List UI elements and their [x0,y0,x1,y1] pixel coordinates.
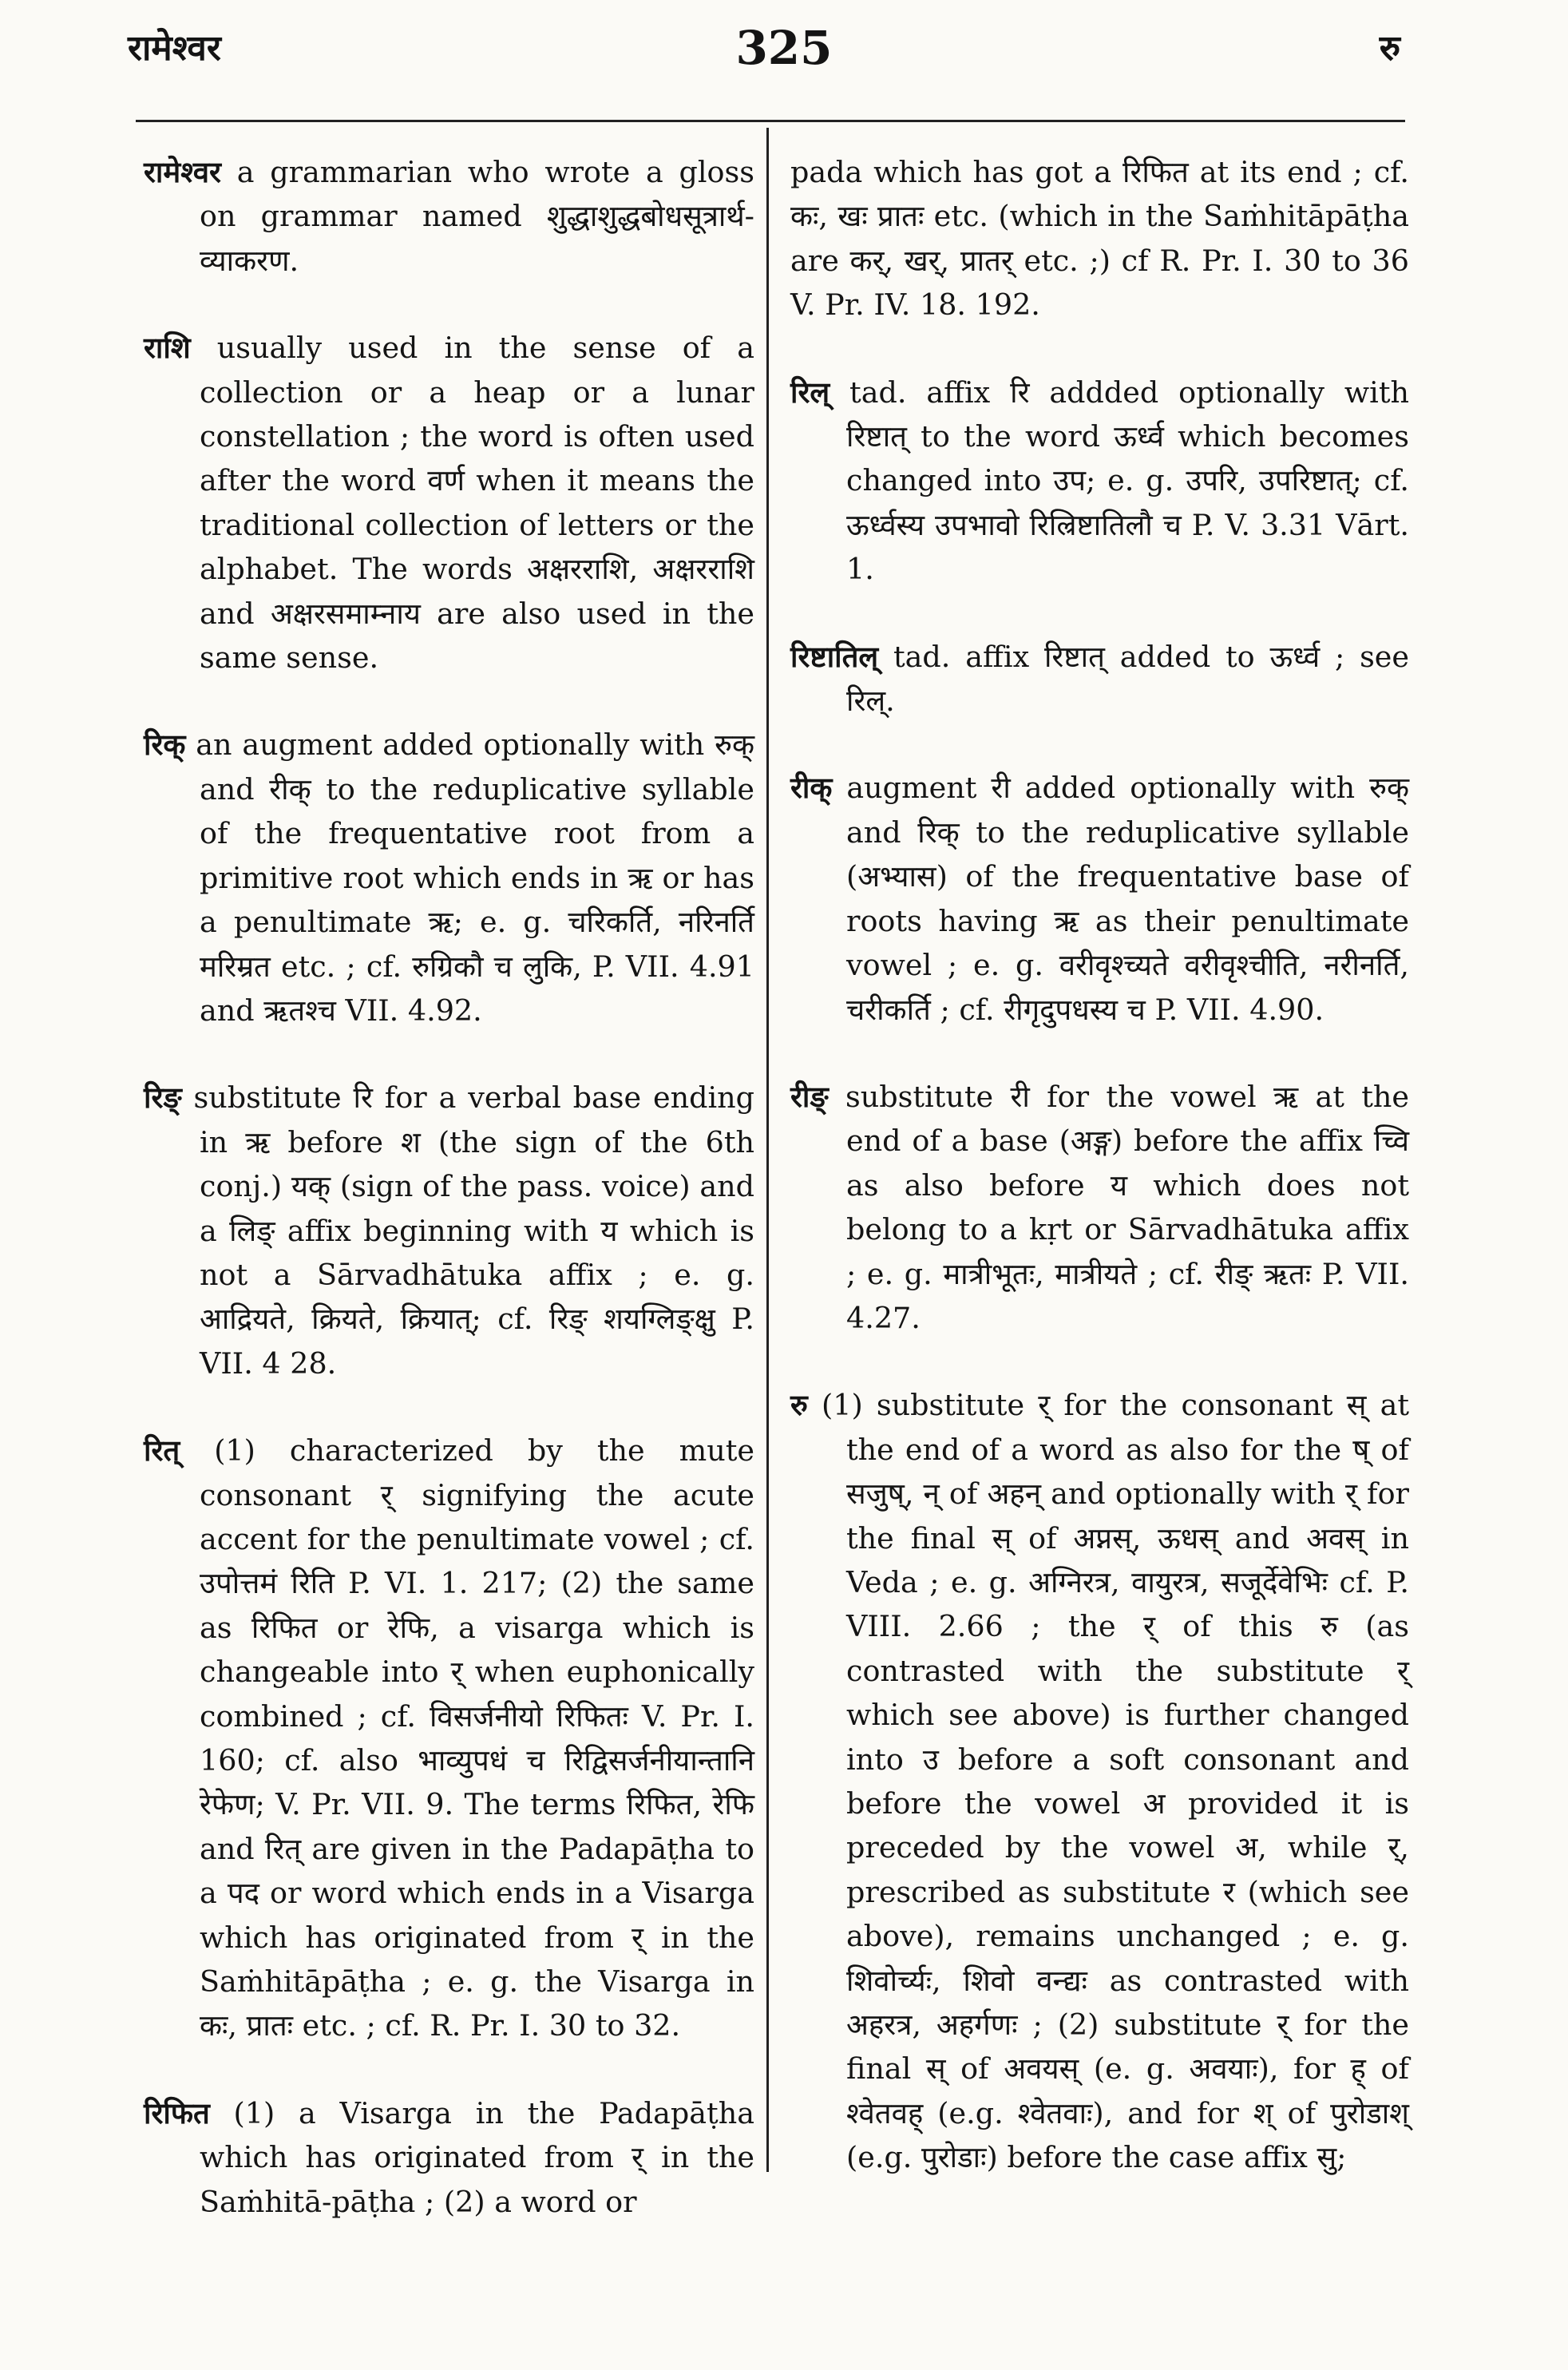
entry-headword: रिफित [144,2095,210,2130]
dictionary-entry [144,1429,754,2048]
entry-headword: रित् [144,1433,180,1468]
entry-headword: राशि [144,331,191,366]
left-column [144,150,754,2267]
entry-headword: रिल् [790,375,830,410]
entry-definition: substitute री for the vowel ऋ at the end of a base (अङ्ग) before the affix च्वि as also before य which does not belong to a kṛt or Sārvadhātuka affix ; e. g. मात्रीभूतः, मात्रीयते ; cf. रीङ् ऋतः P. VII. 4.27. [845,1079,1409,1335]
entry-headword: रिङ् [144,1080,182,1116]
dictionary-entry [790,1075,1409,1340]
entry-headword: रीङ् [790,1079,829,1114]
entry-definition: (1) substitute र् for the consonant स् at the end of a word as also for the ष् of सजुष्, न् of अहन् and optionally with र् for the final स् of अप्नस्, ऊधस् and अवस् in Veda ; e. g. अग्निरत्र, वायुरत्र, सजूर्देवेभिः cf. P. VIII. 2.66 ; the र् of this रु (as contrasted with the substitute र् which see above) is further changed into उ before a soft consonant and before the vowel अ provided it is preceded by the vowel अ, while र्, prescribed as substitute र (which see above), remains unchanged ; e. g. शिवोर्च्यः, शिवो वन्द्यः as contrasted with अहरत्र, अहर्गणः ; (2) substitute र् for the final स् of अवयस् (e. g. अवयाः), for ह् of श्वेतवह् (e.g. श्वेतवाः), and for श् of पुरोडाश् (e.g. पुरोडाः) before the case affix सु; [822,1388,1409,2175]
entry-definition: tad. affix रिष्टात् added to ऊर्ध्व ; see रिल्. [846,639,1409,719]
entry-definition: substitute रि for a verbal base ending in ऋ before श (the sign of the 6th conj.) यक् (sign of the pass. voice) and a लिङ् affix beginning with य which is not a Sārvadhātuka affix ; e. g. आद्रियते, क्रियते, क्रियात्; cf. रिङ् शयग्लिङ्क्षु P. VII. 4 28. [193,1080,754,1381]
entry-definition: usually used in the sense of a collection or a heap or a lunar constellation ; the word is often used after the word वर्ण when it means the traditional collection of letters or the alphabet. The words अक्षरराशि, अक्षरराशि and अक्षरसमाम्नाय are also used in the same sense. [200,331,754,676]
dictionary-entry [144,2091,754,2224]
dictionary-entry [144,723,754,1032]
header-left-word: रामेश्वर [128,28,221,69]
header-right-word: रु [1379,28,1400,69]
dictionary-entry [144,1076,754,1385]
page-number: 325 [735,21,833,75]
dictionary-entry [144,326,754,680]
dictionary-entry [790,766,1409,1031]
entry-headword: रामेश्वर [144,155,221,189]
dictionary-entry [790,1383,1409,2179]
dictionary-entry [790,371,1409,592]
header-rule [136,120,1405,122]
entry-definition: augment री added optionally with रुक् and रिक् to the reduplicative syllable (अभ्यास) of the frequentative base of roots having ऋ as their penultimate vowel ; e. g. वरीवृश्च्यते वरीवृश्चीति, नरीनर्ति, चरीकर्ति ; cf. रीगृदुपधस्य च P. VII. 4.90. [846,771,1409,1027]
entry-headword: रु [790,1388,808,1423]
entry-definition: (1) a Visarga in the Padapāṭha which has originated from र् in the Saṁhitā-pāṭha ; (2) a word or [200,2095,754,2219]
entry-definition: pada which has got a रिफित at its end ; cf. कः, खः प्रातः etc. (which in the Saṁhitāpāṭha are कर्, खर्, प्रातर् etc. ;) cf R. Pr. I. 30 to 36 V. Pr. IV. 18. 192. [790,155,1409,323]
entry-definition: (1) characterized by the mute consonant र् signifying the acute accent for the penultimate vowel ; cf. उपोत्तमं रिति P. VI. 1. 217; (2) the same as रिफित or रेफि, a visarga which is changeable into र् when euphonically combined ; cf. विसर्जनीयो रिफितः V. Pr. I. 160; cf. also भाव्युपधं च रिद्विसर्जनीयान्तानि रेफेण; V. Pr. VII. 9. The terms रिफित, रेफि and रित् are given in the Padapāṭha to a पद or word which ends in a Visarga which has originated from र् in the Saṁhitāpāṭha ; e. g. the Visarga in कः, प्रातः etc. ; cf. R. Pr. I. 30 to 32. [200,1433,754,2043]
entry-definition: a grammarian who wrote a gloss on grammar named शुद्धाशुद्धबोधसूत्रार्थ-व्याकरण. [200,155,754,278]
dictionary-entry [144,150,754,283]
dictionary-entry [790,635,1409,723]
entry-headword: रिष्टातिल् [790,639,879,674]
dictionary-entry-continuation [790,150,1409,327]
entry-headword: रिक् [144,727,186,763]
right-column [790,150,1409,2223]
entry-definition: tad. affix रि addded optionally with रिष्टात् to the word ऊर्ध्व which becomes changed into उप; e. g. उपरि, उपरिष्टात्; cf. ऊर्ध्वस्य उपभावो रिल्रिष्टातिलौ च P. V. 3.31 Vārt. 1. [846,375,1409,587]
entry-headword: रीक् [790,771,833,806]
column-divider [766,128,769,2172]
entry-definition: an augment added optionally with रुक् and रीक् to the reduplicative syllable of the frequentative root from a primitive root which ends in ऋ or has a penultimate ऋ; e. g. चरिकर्ति, नरिनर्ति मरिम्रत etc. ; cf. रुग्रिकौ च लुकि, P. VII. 4.91 and ऋतश्च VII. 4.92. [196,727,754,1028]
